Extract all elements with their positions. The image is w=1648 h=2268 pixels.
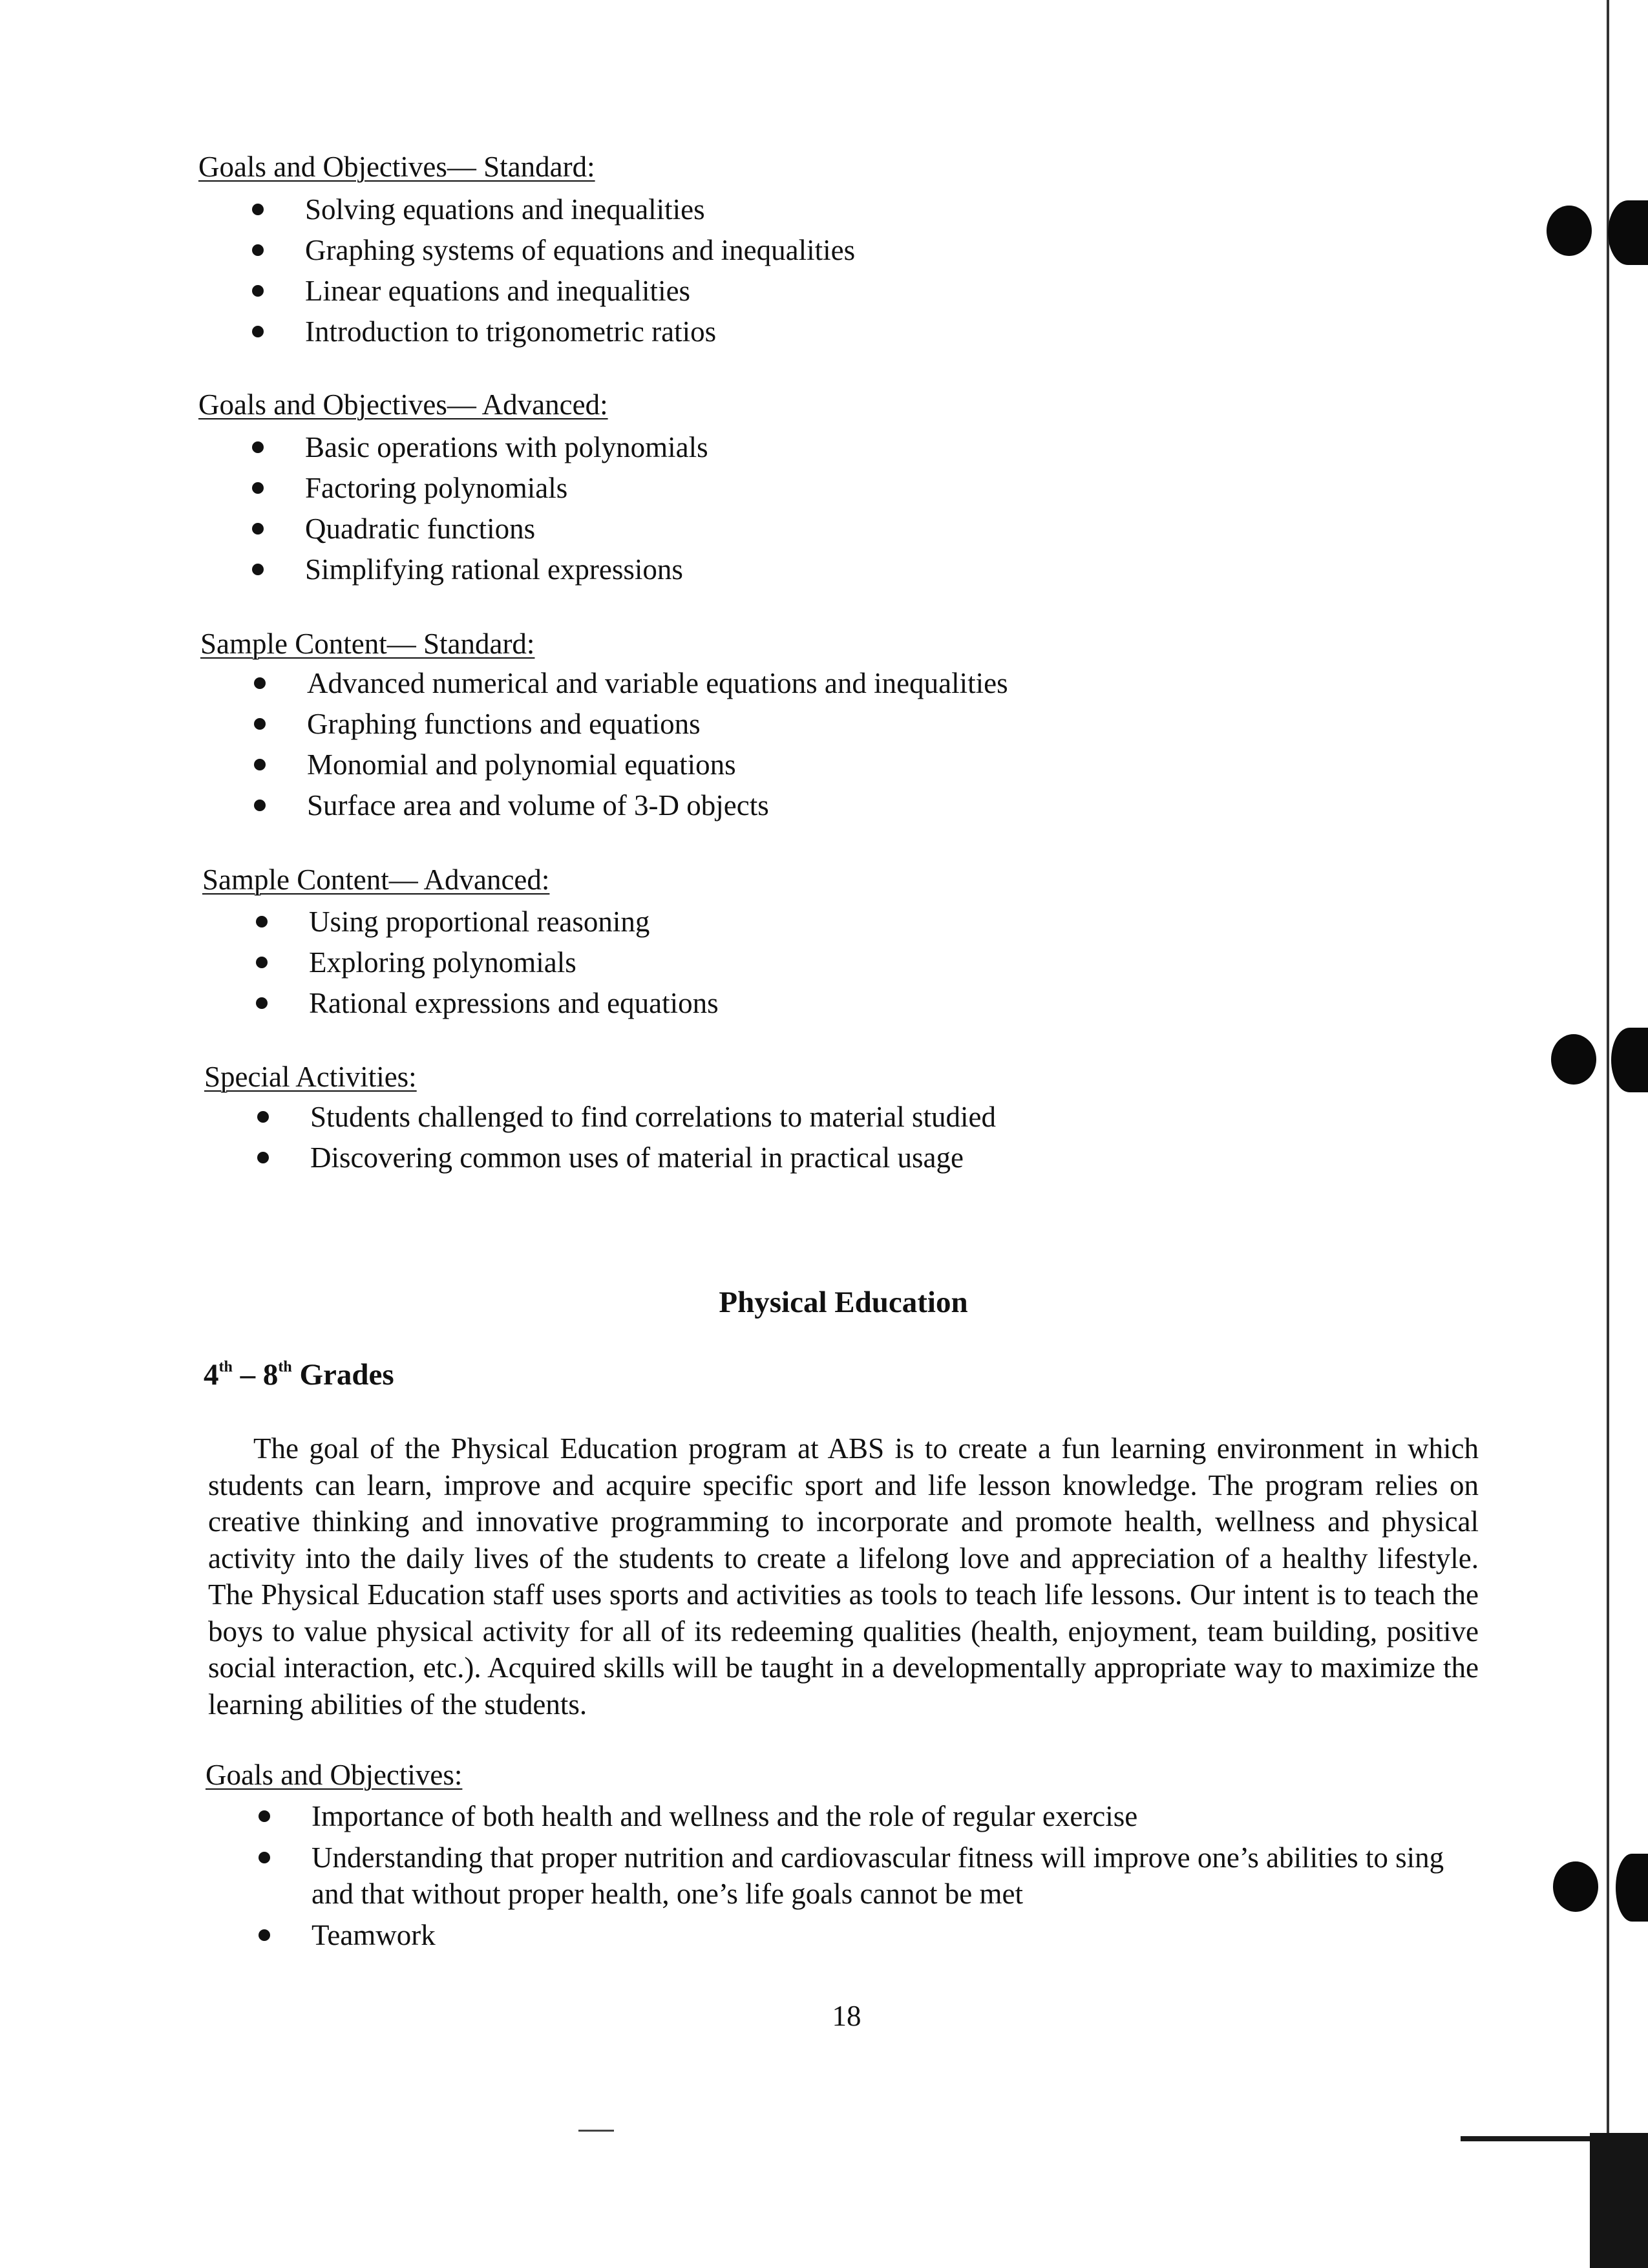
list-item: Rational expressions and equations (248, 983, 719, 1024)
page-number: 18 (832, 2000, 861, 2032)
section-heading-content-advanced: Sample Content— Advanced: (202, 864, 550, 896)
section-heading-goals-standard: Goals and Objectives— Standard: (198, 151, 595, 183)
content-standard-list (246, 663, 1008, 826)
bullet-icon (252, 441, 264, 453)
bullet-icon (254, 759, 266, 770)
list-item: Basic operations with polynomials (244, 427, 708, 468)
section-heading-special-activities: Special Activities: (204, 1061, 417, 1093)
bullet-icon (252, 244, 264, 256)
binder-hole-icon (1551, 1034, 1596, 1085)
bullet-icon (252, 326, 264, 337)
bottom-corner-shadow (1590, 2133, 1648, 2268)
bullet-icon (254, 718, 266, 730)
bullet-icon (257, 1152, 269, 1163)
bullet-icon (256, 916, 268, 927)
list-item: Graphing functions and equations (246, 704, 1008, 745)
bullet-icon (259, 1810, 270, 1822)
special-activities-list (249, 1097, 996, 1178)
bullet-icon (252, 523, 264, 535)
list-item: Surface area and volume of 3-D objects (246, 785, 1008, 826)
bullet-icon (259, 1852, 270, 1863)
binder-hole-icon (1611, 1028, 1648, 1092)
list-item: Graphing systems of equations and inequalities (244, 230, 855, 271)
binder-hole-icon (1547, 206, 1592, 256)
list-item: Factoring polynomials (244, 468, 708, 509)
bullet-icon (256, 957, 268, 968)
bullet-icon (257, 1111, 269, 1123)
list-item: Discovering common uses of material in practical usage (249, 1138, 996, 1178)
list-item: Exploring polynomials (248, 942, 719, 983)
binder-hole-icon (1608, 200, 1648, 265)
bullet-icon (252, 204, 264, 215)
bullet-icon (252, 564, 264, 575)
pe-goals-list (250, 1798, 1491, 1958)
page-edge-line (1607, 0, 1609, 2268)
list-item: Introduction to trigonometric ratios (244, 312, 855, 352)
bullet-icon (256, 997, 268, 1009)
grades-heading: 4th – 8th Grades (204, 1358, 394, 1392)
section-title-physical-education: Physical Education (719, 1286, 968, 1319)
list-item: Advanced numerical and variable equations and inequalities (246, 663, 1008, 704)
list-item: Students challenged to find correlations to material studied (249, 1097, 996, 1138)
bullet-icon (252, 285, 264, 297)
scan-mark (578, 2130, 614, 2132)
list-item: Using proportional reasoning (248, 902, 719, 942)
list-item: Linear equations and inequalities (244, 271, 855, 312)
goals-standard-list (244, 189, 855, 352)
list-item: Teamwork (250, 1917, 1491, 1953)
binder-hole-icon (1553, 1861, 1598, 1912)
content-advanced-list (248, 902, 719, 1024)
section-heading-pe-goals: Goals and Objectives: (206, 1759, 463, 1791)
section-heading-content-standard: Sample Content— Standard: (200, 628, 535, 660)
goals-advanced-list (244, 427, 708, 590)
list-item: Monomial and polynomial equations (246, 745, 1008, 785)
list-item: Quadratic functions (244, 509, 708, 549)
bullet-icon (252, 482, 264, 494)
bullet-icon (259, 1929, 270, 1941)
list-item: Simplifying rational expressions (244, 549, 708, 590)
bullet-icon (254, 800, 266, 811)
list-item: Solving equations and inequalities (244, 189, 855, 230)
list-item: Understanding that proper nutrition and cardiovascular fitness will improve one’s abilities to sing and that without proper health, one’s life goals cannot be met (250, 1839, 1491, 1912)
bullet-icon (254, 677, 266, 689)
binder-hole-icon (1616, 1854, 1648, 1922)
pe-description-paragraph: The goal of the Physical Education program at ABS is to create a fun learning environment in which students can learn, improve and acquire specific sport and life lesson knowledge. The program relies on creative thinking and innovative programming to incorporate and promote health, wellness and physical activity into the daily lives of the students to create a lifelong love and appreciation of a healthy lifestyle. The Physical Education staff uses sports and activities as tools to teach life lessons. Our intent is to teach the boys to value physical activity for all of its redeeming qualities (health, enjoyment, team building, positive social interaction, etc.). Acquired skills will be taught in a developmentally appropriate way to maximize the learning abilities of the students. (208, 1432, 1479, 1721)
section-heading-goals-advanced: Goals and Objectives— Advanced: (198, 388, 608, 421)
list-item: Importance of both health and wellness and the role of regular exercise (250, 1798, 1491, 1834)
